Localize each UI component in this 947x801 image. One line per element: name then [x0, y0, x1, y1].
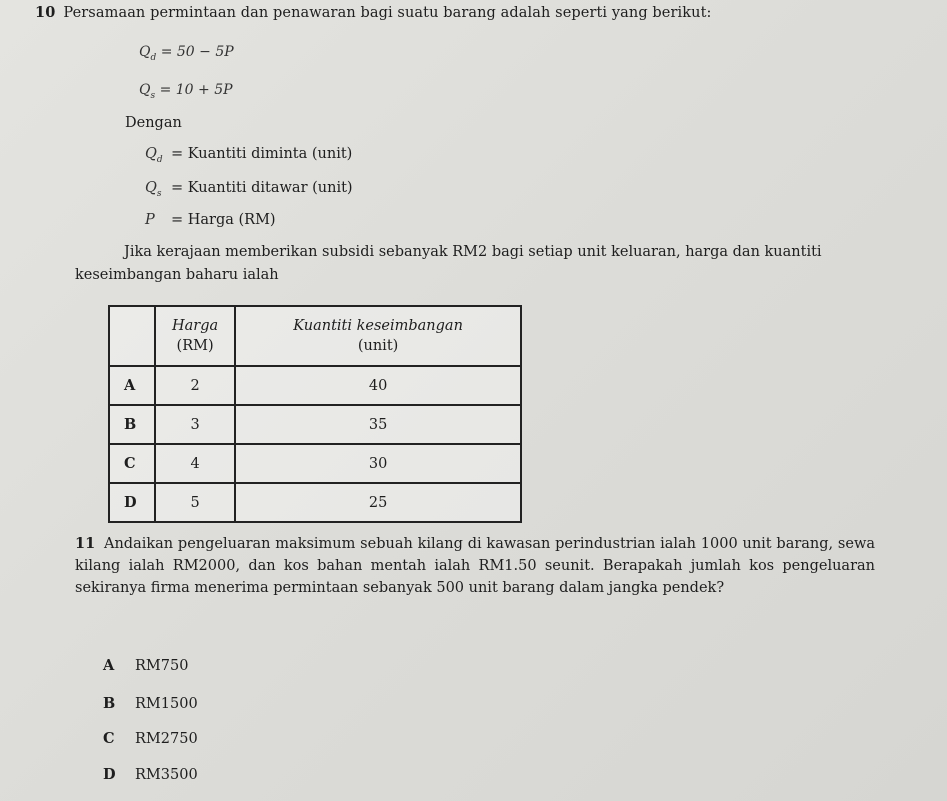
eq-symbol: Q	[139, 44, 151, 60]
table-row	[109, 366, 521, 405]
def-text: = Harga (RM)	[171, 212, 276, 228]
row-label: D	[109, 483, 155, 522]
option-d[interactable]	[103, 766, 198, 783]
table-corner-cell	[109, 306, 155, 366]
question-10-stem	[35, 4, 711, 21]
demand-equation	[139, 44, 234, 63]
question-number: 10	[35, 4, 56, 21]
option-text: RM750	[135, 658, 189, 674]
header-kuantiti-line2: (unit)	[357, 338, 399, 354]
subsidy-paragraph-line-2: keseimbangan baharu ialah	[75, 267, 279, 283]
cell-kuantiti: 40	[235, 366, 521, 405]
answer-table	[108, 305, 522, 523]
cell-harga: 3	[155, 405, 235, 444]
supply-equation	[139, 82, 233, 101]
cell-harga: 2	[155, 366, 235, 405]
cell-harga: 5	[155, 483, 235, 522]
header-kuantiti-line1: Kuantiti keseimbangan	[293, 318, 463, 334]
row-label: A	[109, 366, 155, 405]
cell-kuantiti: 35	[235, 405, 521, 444]
option-c[interactable]	[103, 730, 198, 747]
subsidy-paragraph-line-1: Jika kerajaan memberikan subsidi sebanyak RM2 bagi setiap unit keluaran, harga dan kuantiti	[124, 244, 822, 260]
option-text: RM3500	[135, 767, 198, 783]
option-label: B	[103, 695, 116, 712]
table-row	[109, 483, 521, 522]
definition-qd	[145, 146, 352, 165]
eq-rhs: = 50 − 5P	[160, 44, 234, 60]
header-harga	[155, 306, 235, 366]
cell-harga: 4	[155, 444, 235, 483]
row-label: C	[109, 444, 155, 483]
eq-symbol: Q	[139, 82, 151, 98]
eq-subscript: s	[150, 90, 156, 101]
question-number: 11	[75, 535, 96, 552]
def-subscript: d	[156, 154, 163, 165]
question-11-stem	[75, 533, 875, 599]
cell-kuantiti: 25	[235, 483, 521, 522]
option-b[interactable]	[103, 695, 198, 712]
eq-subscript: d	[150, 52, 157, 63]
dengan-label: Dengan	[125, 115, 182, 131]
option-label: A	[103, 657, 115, 674]
table-row	[109, 444, 521, 483]
header-kuantiti	[235, 306, 521, 366]
def-text: = Kuantiti diminta (unit)	[171, 146, 353, 162]
question-text: Andaikan pengeluaran maksimum sebuah kilang di kawasan perindustrian ialah 1000 unit barang, sewa kilang ialah RM2000, dan kos bahan mentah ialah RM1.50 seunit. Berapakah jumlah kos pengeluaran sekiranya firma menerima permintaan sebanyak 500 unit barang dalam jangka pendek?	[75, 536, 876, 596]
header-harga-line2: (RM)	[176, 338, 214, 354]
option-text: RM1500	[135, 696, 198, 712]
def-symbol: Q	[145, 180, 157, 196]
option-label: C	[103, 730, 115, 747]
def-symbol: P	[145, 212, 155, 228]
definition-p	[145, 212, 276, 231]
option-a[interactable]	[103, 657, 188, 674]
row-label: B	[109, 405, 155, 444]
cell-kuantiti: 30	[235, 444, 521, 483]
table-row	[109, 405, 521, 444]
header-harga-line1: Harga	[172, 318, 219, 334]
def-subscript: s	[156, 188, 162, 199]
question-text: Persamaan permintaan dan penawaran bagi suatu barang adalah seperti yang berikut:	[63, 5, 712, 21]
def-text: = Kuantiti ditawar (unit)	[171, 180, 353, 196]
definition-qs	[145, 180, 353, 199]
table-header-row	[109, 306, 521, 366]
option-text: RM2750	[135, 731, 198, 747]
eq-rhs: = 10 + 5P	[159, 82, 233, 98]
def-symbol: Q	[145, 146, 157, 162]
option-label: D	[103, 766, 116, 783]
